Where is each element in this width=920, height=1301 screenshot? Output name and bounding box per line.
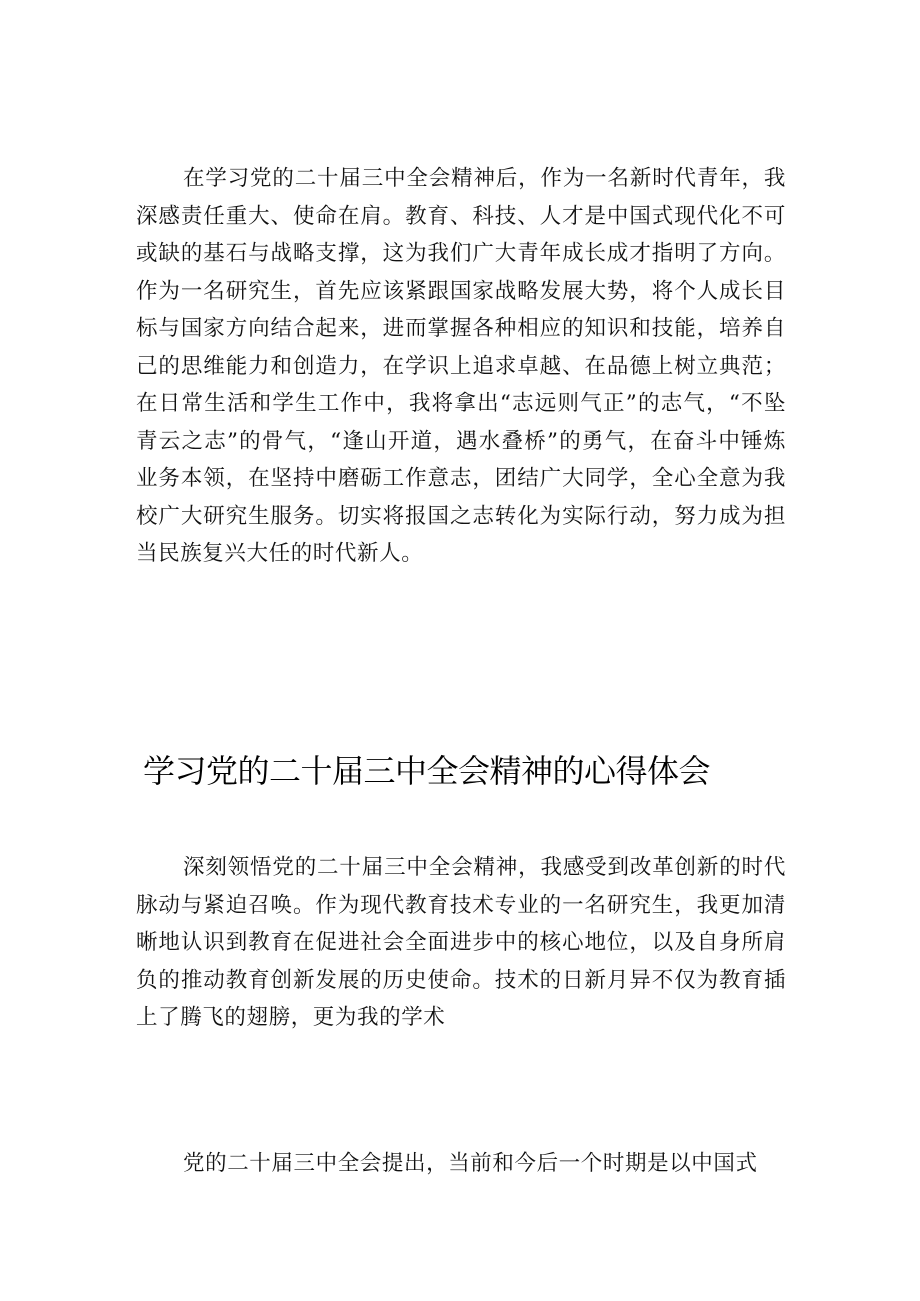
body-paragraph-2: 深刻领悟党的二十届三中全会精神，我感受到改革创新的时代脉动与紧迫召唤。作为现代教育技术专业的一名研究生，我更加清晰地认识到教育在促进社会全面进步中的核心地位，以及自身所肩负的推动教育创新发展的历史使命。技术的日新月异不仅为教育插上了腾飞的翅膀，更为我的学术 <box>136 855 786 1030</box>
section-heading: 学习党的二十届三中全会精神的心得体会 <box>143 752 711 790</box>
body-paragraph-1: 在学习党的二十届三中全会精神后，作为一名新时代青年，我深感责任重大、使命在肩。教育、科技、人才是中国式现代化不可或缺的基石与战略支撑，这为我们广大青年成长成才指明了方向。作为一名研究生，首先应该紧跟国家战略发展大势，将个人成长目标与国家方向结合起来，进而掌握各种相应的知识和技能，培养自己的思维能力和创造力，在学识上追求卓越、在品德上树立典范；在日常生活和学生工作中，我将拿出“志远则气正”的志气，“不坠青云之志”的骨气，“逢山开道，遇水叠桥”的勇气，在奋斗中锤炼业务本领，在坚持中磨砺工作意志，团结广大同学，全心全意为我校广大研究生服务。切实将报国之志转化为实际行动，努力成为担当民族复兴大任的时代新人。 <box>136 166 786 566</box>
body-paragraph-3: 党的二十届三中全会提出，当前和今后一个时期是以中国式 <box>183 1151 758 1176</box>
